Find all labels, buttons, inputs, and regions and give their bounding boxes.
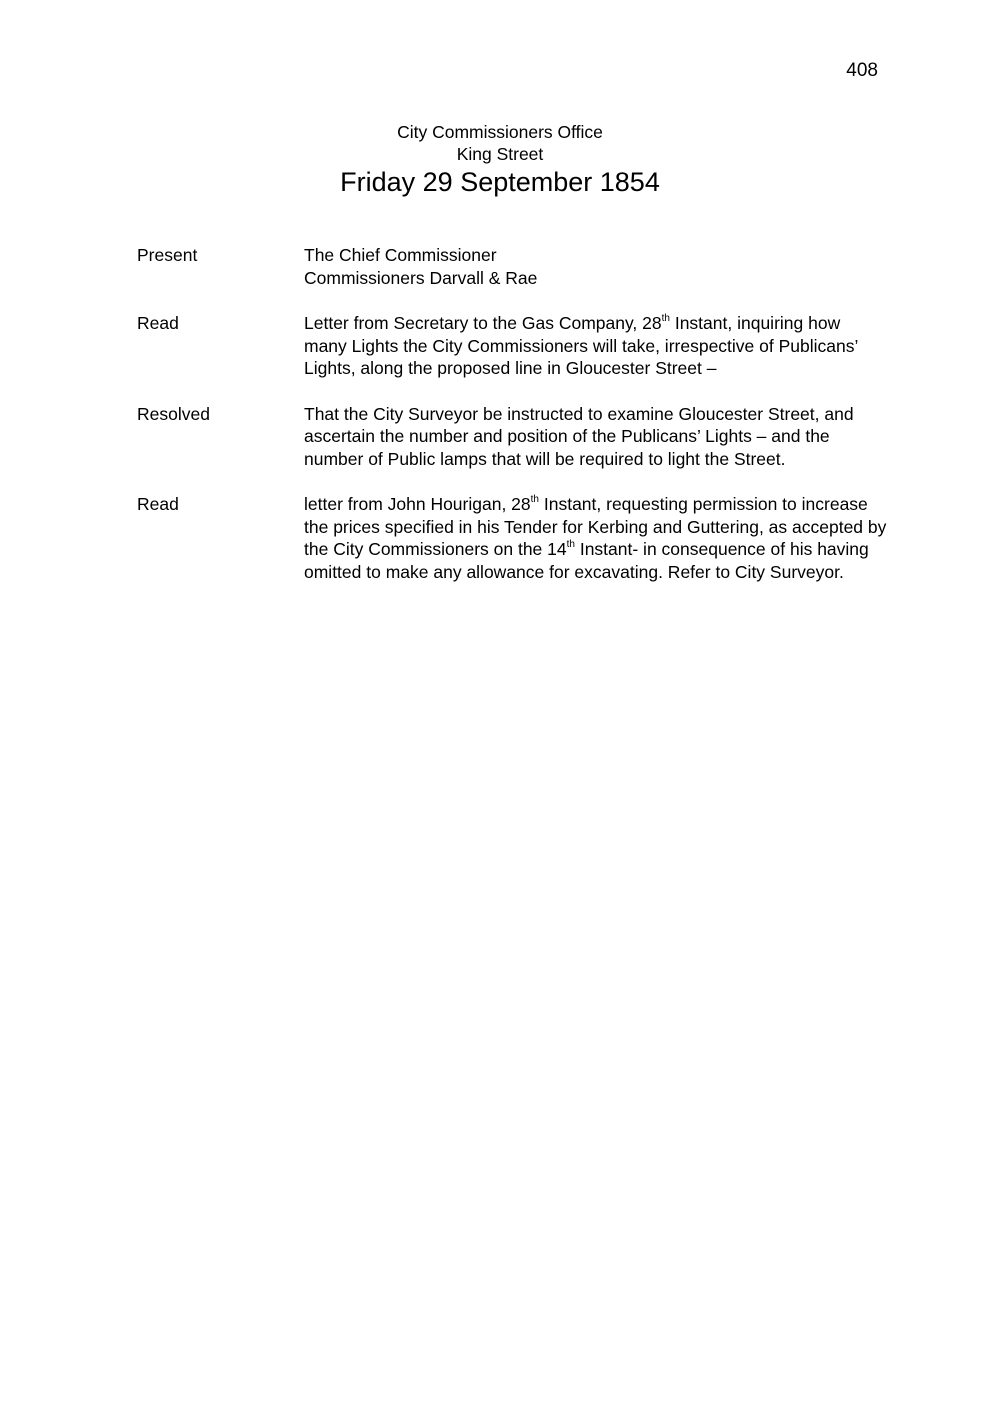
minute-entry-resolved [137,403,937,471]
entry-line: the prices specified in his Tender for Kerbing and Guttering, as accepted by [304,516,887,537]
minute-entry-read-hourigan [137,493,937,583]
entry-body [304,403,929,471]
entry-line: That the City Surveyor be instructed to examine Gloucester Street, and [304,403,854,424]
ordinal-suffix: th [530,494,539,506]
entry-line [304,538,929,561]
entry-line [304,493,929,516]
entry-line: ascertain the number and position of the Publicans’ Lights – and the [304,426,830,446]
entry-text: Instant, inquiring how [669,313,841,333]
ordinal-suffix: th [566,539,575,551]
entry-text: letter from John Hourigan, 28 [304,494,531,514]
minute-entry-read-gas-company [137,312,937,380]
entry-text: Instant- in consequence of his having [574,539,869,559]
street-name: King Street [456,144,544,164]
entry-text: Instant, requesting permission to increase [539,494,868,514]
meeting-date-title: Friday 29 September 1854 [340,167,660,197]
entry-line: Commissioners Darvall & Rae [304,267,538,288]
minutes-header [0,121,1000,199]
entry-label: Read [137,313,179,333]
entry-line: many Lights the City Commissioners will take, irrespective of Publicans’ [304,335,859,356]
office-name: City Commissioners Office [397,122,603,142]
ordinal-suffix: th [661,313,670,325]
entry-body [304,244,929,289]
entry-label: Resolved [137,403,210,424]
entry-line: Lights, along the proposed line in Gloucester Street – [304,358,717,378]
entry-line: The Chief Commissioner [304,245,497,265]
entry-line: omitted to make any allowance for excavating. Refer to City Surveyor. [304,561,844,582]
minutes-entries [137,244,937,606]
minute-entry-present [137,244,937,289]
entry-text: Letter from Secretary to the Gas Company, 28 [304,313,662,333]
entry-body [304,312,929,380]
entry-line [304,312,929,335]
entry-body [304,493,929,583]
entry-label: Read [137,494,179,514]
page-number: 408 [846,60,878,81]
entry-label: Present [137,245,198,265]
entry-text: the City Commissioners on the 14 [304,539,567,559]
entry-line: number of Public lamps that will be required to light the Street. [304,448,786,469]
